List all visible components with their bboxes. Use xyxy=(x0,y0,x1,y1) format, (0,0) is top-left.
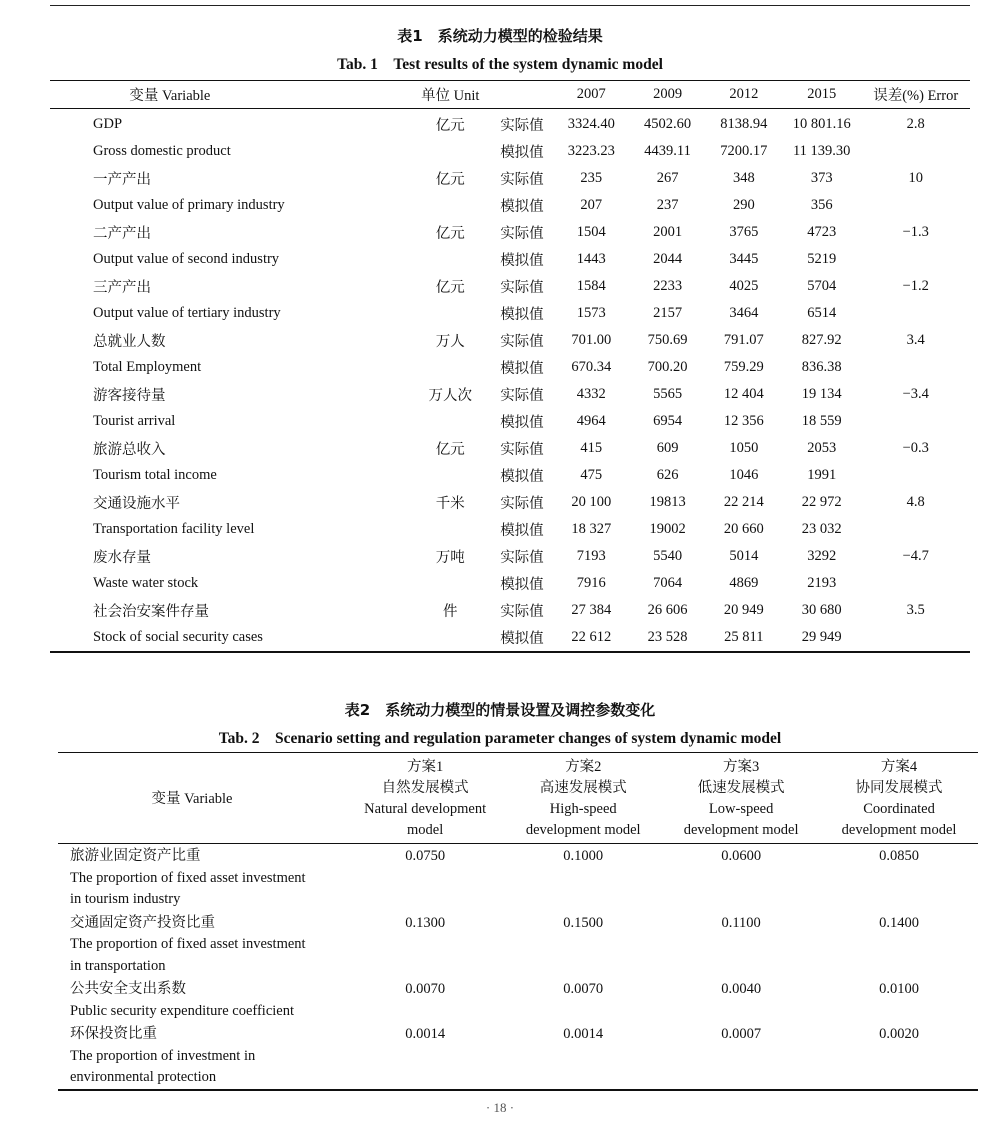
scenario-en: development model xyxy=(525,822,641,838)
simulated-value-cell: 1443 xyxy=(576,251,606,267)
actual-value-cell: 609 xyxy=(656,440,679,456)
table2-header-row xyxy=(58,753,978,844)
error-cell: 2.8 xyxy=(906,116,925,132)
variable-name-en: Output value of primary industry xyxy=(93,197,285,213)
simulated-value-cell: 1991 xyxy=(807,467,837,483)
parameter-name-en: environmental protection xyxy=(70,1069,217,1085)
actual-value-cell: 10 801.16 xyxy=(792,116,851,132)
unit-cell: 万吨 xyxy=(435,550,465,566)
table2 xyxy=(58,752,978,1091)
actual-value-cell: 701.00 xyxy=(571,332,612,348)
actual-value-cell: 7193 xyxy=(576,548,606,564)
actual-value-cell: 22 972 xyxy=(801,494,842,510)
error-cell-empty xyxy=(861,570,970,597)
variable-name-cn: 交通设施水平 xyxy=(93,496,180,512)
error-cell: 4.8 xyxy=(906,494,925,510)
table1-row-simulated xyxy=(50,192,970,219)
unit-cell-empty xyxy=(410,570,491,597)
actual-value-cell: 30 680 xyxy=(801,602,842,618)
scenario-value-cell: 0.0007 xyxy=(721,1026,762,1042)
simulated-value-cell: 1573 xyxy=(576,305,606,321)
actual-value-cell: 22 214 xyxy=(723,494,764,510)
simulated-value-cell: 12 356 xyxy=(723,413,764,429)
table2-row xyxy=(58,1022,978,1090)
value-kind-label: 实际值 xyxy=(500,388,544,404)
actual-value-cell: 4332 xyxy=(576,386,606,402)
table2-title-cn: 表2 系统动力模型的情景设置及调控参数变化 xyxy=(344,701,656,719)
table1-row-actual xyxy=(50,273,970,300)
actual-value-cell: 2053 xyxy=(807,440,837,456)
simulated-value-cell: 6514 xyxy=(807,305,837,321)
scenario-en: High-speed xyxy=(549,801,617,817)
value-kind-label: 实际值 xyxy=(500,550,544,566)
parameter-name-en: in transportation xyxy=(70,957,166,974)
simulated-value-cell: 207 xyxy=(580,197,603,213)
unit-cell-empty xyxy=(410,624,491,652)
actual-value-cell: 827.92 xyxy=(801,332,842,348)
scenario-value-cell: 0.0020 xyxy=(879,1026,919,1042)
simulated-value-cell: 19002 xyxy=(649,521,686,537)
simulated-value-cell: 1046 xyxy=(729,467,759,483)
table1-row-actual xyxy=(50,489,970,516)
parameter-name-en: Public security expenditure coefficient xyxy=(70,1002,294,1019)
actual-value-cell: 8138.94 xyxy=(720,116,768,132)
actual-value-cell: 5704 xyxy=(807,278,837,294)
error-cell-empty xyxy=(861,516,970,543)
simulated-value-cell: 25 811 xyxy=(724,629,764,645)
simulated-value-cell: 6954 xyxy=(653,413,683,429)
table1-row-actual xyxy=(50,165,970,192)
simulated-value-cell: 18 327 xyxy=(571,521,612,537)
value-kind-label: 实际值 xyxy=(500,280,544,296)
value-kind-label: 实际值 xyxy=(500,442,544,458)
actual-value-cell: 20 949 xyxy=(723,602,764,618)
variable-name-en: Total Employment xyxy=(93,359,202,375)
parameter-name-cn: 旅游业固定资产比重 xyxy=(70,848,201,864)
parameter-name-en: The proportion of investment in xyxy=(70,1047,256,1064)
parameter-name-cn: 公共安全支出系数 xyxy=(70,981,186,997)
error-cell: −1.2 xyxy=(902,278,929,294)
simulated-value-cell: 23 032 xyxy=(801,521,842,537)
scenario-value-cell: 0.0014 xyxy=(405,1026,446,1042)
value-kind-label: 模拟值 xyxy=(500,469,544,485)
error-cell-empty xyxy=(861,462,970,489)
simulated-value-cell: 700.20 xyxy=(647,359,688,375)
actual-value-cell: 235 xyxy=(580,170,603,186)
value-kind-label: 模拟值 xyxy=(500,361,544,377)
actual-value-cell: 267 xyxy=(656,170,679,186)
parameter-cell xyxy=(58,977,346,1022)
variable-name-en: Stock of social security cases xyxy=(93,629,263,645)
error-cell: 10 xyxy=(908,170,923,186)
scenario-cn: 高速发展模式 xyxy=(539,780,627,796)
variable-name-en: Tourist arrival xyxy=(93,413,176,429)
page-number: · 18 · xyxy=(485,1100,515,1115)
simulated-value-cell: 7064 xyxy=(653,575,683,591)
table1-row-actual xyxy=(50,381,970,408)
value-kind-label: 模拟值 xyxy=(500,199,544,215)
value-kind-label: 模拟值 xyxy=(500,631,544,647)
simulated-value-cell: 20 660 xyxy=(723,521,764,537)
unit-cell-empty xyxy=(410,246,491,273)
scenario-en: Natural development xyxy=(364,801,487,817)
variable-name-en: Output value of tertiary industry xyxy=(93,305,281,321)
table1-row-simulated xyxy=(50,138,970,165)
variable-name-cn: 游客接待量 xyxy=(93,388,166,404)
variable-name-cn: 一产产出 xyxy=(93,172,151,188)
unit-cell: 千米 xyxy=(435,496,465,512)
variable-name-en: Tourism total income xyxy=(93,467,217,483)
table1-row-actual xyxy=(50,327,970,354)
simulated-value-cell: 290 xyxy=(732,197,755,213)
header-2015: 2015 xyxy=(782,81,861,109)
unit-cell-empty xyxy=(410,192,491,219)
table1-row-simulated xyxy=(50,624,970,652)
table2-title-en: Tab. 2 Scenario setting and regulation parameter changes of system dynamic model xyxy=(218,730,782,747)
simulated-value-cell: 759.29 xyxy=(723,359,764,375)
actual-value-cell: 3324.40 xyxy=(567,116,615,132)
unit-cell: 万人 xyxy=(435,334,465,350)
scenario-cn: 协同发展模式 xyxy=(855,780,943,796)
table1-row-simulated xyxy=(50,462,970,489)
scenario-3-header xyxy=(662,753,820,844)
actual-value-cell: 750.69 xyxy=(647,332,688,348)
table1 xyxy=(50,80,970,653)
table1-row-simulated xyxy=(50,408,970,435)
variable-name-cn: 废水存量 xyxy=(93,550,151,566)
scenario-4-header xyxy=(820,753,978,844)
actual-value-cell: 4502.60 xyxy=(644,116,692,132)
page-top-rule xyxy=(50,5,970,6)
variable-name-cn: 总就业人数 xyxy=(93,334,166,350)
scenario-1-header xyxy=(346,753,504,844)
simulated-value-cell: 2193 xyxy=(807,575,837,591)
scenario-en: development model xyxy=(683,822,799,838)
unit-cell-empty xyxy=(410,138,491,165)
value-kind-label: 模拟值 xyxy=(500,415,544,431)
parameter-cell xyxy=(58,911,346,978)
actual-value-cell: 26 606 xyxy=(647,602,688,618)
parameter-name-en: The proportion of fixed asset investment xyxy=(70,936,306,952)
table2-header-variable: 变量 Variable xyxy=(58,753,346,844)
simulated-value-cell: 23 528 xyxy=(647,629,688,645)
variable-name-en: Transportation facility level xyxy=(93,521,255,537)
actual-value-cell: 4723 xyxy=(807,224,837,240)
value-kind-label: 模拟值 xyxy=(500,253,544,269)
simulated-value-cell: 237 xyxy=(656,197,679,213)
table1-header-row xyxy=(50,81,970,109)
variable-name-en: Gross domestic product xyxy=(93,143,231,159)
scenario-value-cell: 0.0070 xyxy=(405,981,446,997)
error-cell-empty xyxy=(861,192,970,219)
unit-cell: 亿元 xyxy=(435,226,465,242)
value-kind-label: 模拟值 xyxy=(500,145,544,161)
actual-value-cell: 415 xyxy=(580,440,603,456)
unit-cell: 件 xyxy=(443,604,458,620)
actual-value-cell: 19813 xyxy=(649,494,686,510)
simulated-value-cell: 670.34 xyxy=(571,359,612,375)
unit-cell: 亿元 xyxy=(435,172,465,188)
actual-value-cell: 1504 xyxy=(576,224,606,240)
error-cell-empty xyxy=(861,408,970,435)
simulated-value-cell: 626 xyxy=(656,467,679,483)
actual-value-cell: 12 404 xyxy=(723,386,764,402)
header-kind xyxy=(491,81,553,109)
value-kind-label: 实际值 xyxy=(500,496,544,512)
actual-value-cell: 348 xyxy=(732,170,755,186)
scenario-value-cell: 0.0014 xyxy=(563,1026,604,1042)
parameter-name-cn: 环保投资比重 xyxy=(70,1026,157,1042)
unit-cell-empty xyxy=(410,462,491,489)
unit-cell-empty xyxy=(410,354,491,381)
simulated-value-cell: 2157 xyxy=(653,305,683,321)
scenario-num: 方案3 xyxy=(723,759,760,775)
simulated-value-cell: 7200.17 xyxy=(720,143,768,159)
simulated-value-cell: 22 612 xyxy=(571,629,612,645)
table1-row-simulated xyxy=(50,516,970,543)
scenario-2-header xyxy=(504,753,662,844)
parameter-cell xyxy=(58,1022,346,1090)
table1-row-actual xyxy=(50,543,970,570)
unit-cell-empty xyxy=(410,516,491,543)
unit-cell: 亿元 xyxy=(435,118,465,134)
simulated-value-cell: 11 139.30 xyxy=(792,143,851,159)
scenario-value-cell: 0.1500 xyxy=(563,914,604,931)
value-kind-label: 模拟值 xyxy=(500,307,544,323)
header-error: 误差(%) Error xyxy=(861,81,970,109)
header-variable: 变量 Variable xyxy=(50,81,410,109)
actual-value-cell: 27 384 xyxy=(571,602,612,618)
actual-value-cell: 1584 xyxy=(576,278,606,294)
simulated-value-cell: 4964 xyxy=(576,413,606,429)
actual-value-cell: 20 100 xyxy=(571,494,612,510)
scenario-num: 方案4 xyxy=(880,759,918,775)
value-kind-label: 实际值 xyxy=(500,226,544,242)
header-unit: 单位 Unit xyxy=(410,81,491,109)
simulated-value-cell: 4439.11 xyxy=(644,143,691,159)
variable-name-cn: 旅游总收入 xyxy=(93,442,166,458)
simulated-value-cell: 18 559 xyxy=(801,413,842,429)
scenario-value-cell: 0.1400 xyxy=(879,914,919,931)
variable-name-en: Waste water stock xyxy=(93,575,199,591)
unit-cell: 亿元 xyxy=(435,442,465,458)
error-cell: −0.3 xyxy=(902,440,929,456)
actual-value-cell: 373 xyxy=(810,170,833,186)
simulated-value-cell: 3223.23 xyxy=(567,143,615,159)
scenario-value-cell: 0.0750 xyxy=(405,848,446,864)
scenario-cn: 自然发展模式 xyxy=(381,780,469,796)
simulated-value-cell: 836.38 xyxy=(801,359,842,375)
scenario-en: development model xyxy=(841,822,957,838)
error-cell: −4.7 xyxy=(902,548,929,564)
variable-name-cn: 社会治安案件存量 xyxy=(93,604,209,620)
value-kind-label: 实际值 xyxy=(500,118,544,134)
scenario-en: Coordinated xyxy=(863,801,935,817)
table1-row-actual xyxy=(50,435,970,462)
scenario-value-cell: 0.1300 xyxy=(405,914,446,931)
table1-row-actual xyxy=(50,109,970,139)
error-cell: −1.3 xyxy=(902,224,929,240)
actual-value-cell: 3765 xyxy=(729,224,759,240)
error-cell-empty xyxy=(861,300,970,327)
actual-value-cell: 2001 xyxy=(653,224,683,240)
scenario-value-cell: 0.1100 xyxy=(721,914,761,931)
parameter-cell xyxy=(58,844,346,911)
simulated-value-cell: 5219 xyxy=(807,251,837,267)
simulated-value-cell: 475 xyxy=(580,467,603,483)
actual-value-cell: 3292 xyxy=(807,548,837,564)
table1-row-simulated xyxy=(50,300,970,327)
scenario-num: 方案1 xyxy=(407,759,444,775)
error-cell-empty xyxy=(861,138,970,165)
table2-row xyxy=(58,977,978,1022)
error-cell: 3.4 xyxy=(906,332,925,348)
simulated-value-cell: 356 xyxy=(810,197,833,213)
value-kind-label: 实际值 xyxy=(500,604,544,620)
error-cell-empty xyxy=(861,246,970,273)
actual-value-cell: 5565 xyxy=(653,386,683,402)
value-kind-label: 模拟值 xyxy=(500,577,544,593)
scenario-value-cell: 0.0040 xyxy=(721,981,762,997)
table1-title-en: Tab. 1 Test results of the system dynamic model xyxy=(337,56,663,73)
unit-cell-empty xyxy=(410,300,491,327)
scenario-value-cell: 0.0070 xyxy=(563,981,604,997)
scenario-en: model xyxy=(407,822,444,838)
error-cell: −3.4 xyxy=(902,386,929,402)
header-2007: 2007 xyxy=(553,81,629,109)
table1-title-cn: 表1 系统动力模型的检验结果 xyxy=(397,27,603,45)
simulated-value-cell: 7916 xyxy=(576,575,606,591)
unit-cell-empty xyxy=(410,408,491,435)
actual-value-cell: 791.07 xyxy=(723,332,764,348)
table1-row-simulated xyxy=(50,570,970,597)
scenario-en: Low-speed xyxy=(708,801,774,817)
scenario-value-cell: 0.0100 xyxy=(879,981,919,997)
simulated-value-cell: 2044 xyxy=(653,251,683,267)
scenario-value-cell: 0.1000 xyxy=(563,848,604,864)
scenario-cn: 低速发展模式 xyxy=(697,780,785,796)
scenario-value-cell: 0.0600 xyxy=(721,848,762,864)
actual-value-cell: 1050 xyxy=(729,440,759,456)
header-2012: 2012 xyxy=(706,81,782,109)
value-kind-label: 实际值 xyxy=(500,334,544,350)
table1-row-actual xyxy=(50,219,970,246)
parameter-name-en: The proportion of fixed asset investment xyxy=(70,869,306,886)
simulated-value-cell: 3464 xyxy=(729,305,759,321)
actual-value-cell: 4025 xyxy=(729,278,759,294)
actual-value-cell: 2233 xyxy=(653,278,683,294)
header-2009: 2009 xyxy=(629,81,705,109)
actual-value-cell: 5540 xyxy=(653,548,683,564)
table2-row xyxy=(58,911,978,978)
error-cell-empty xyxy=(861,624,970,652)
value-kind-label: 模拟值 xyxy=(500,523,544,539)
table1-row-simulated xyxy=(50,354,970,381)
actual-value-cell: 19 134 xyxy=(801,386,842,402)
table1-row-simulated xyxy=(50,246,970,273)
scenario-num: 方案2 xyxy=(565,759,602,775)
simulated-value-cell: 3445 xyxy=(729,251,759,267)
error-cell: 3.5 xyxy=(906,602,925,618)
variable-name-cn: 三产产出 xyxy=(93,280,151,296)
parameter-name-en: in tourism industry xyxy=(70,891,181,907)
simulated-value-cell: 29 949 xyxy=(801,629,842,645)
simulated-value-cell: 4869 xyxy=(729,575,759,591)
table1-row-actual xyxy=(50,597,970,624)
actual-value-cell: 5014 xyxy=(729,548,759,564)
parameter-name-cn: 交通固定资产投资比重 xyxy=(70,914,215,931)
value-kind-label: 实际值 xyxy=(500,172,544,188)
scenario-value-cell: 0.0850 xyxy=(879,848,919,864)
unit-cell: 万人次 xyxy=(428,388,473,404)
table2-row xyxy=(58,844,978,911)
variable-name-cn: GDP xyxy=(93,116,123,132)
error-cell-empty xyxy=(861,354,970,381)
variable-name-cn: 二产产出 xyxy=(93,226,151,242)
variable-name-en: Output value of second industry xyxy=(93,251,280,267)
unit-cell: 亿元 xyxy=(435,280,465,296)
